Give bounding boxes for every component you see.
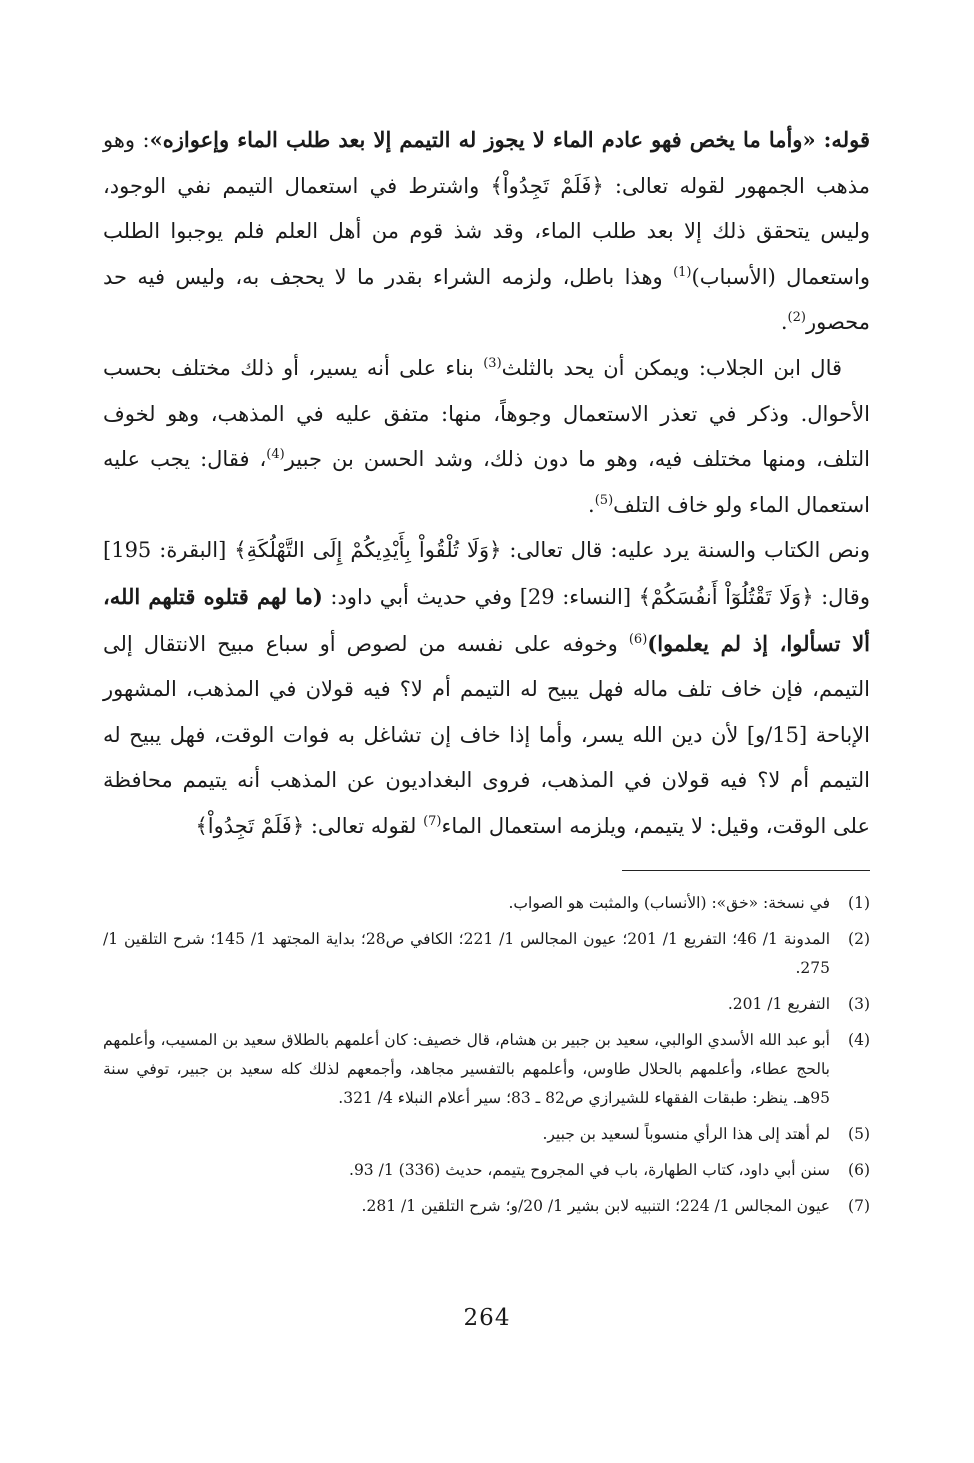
footnote-item [103, 925, 870, 983]
footnote-text: في نسخة: «خق»: (الأنساب) والمثبت هو الصواب. [508, 894, 830, 912]
paragraph-2 [103, 346, 870, 528]
paragraph-1 [103, 117, 870, 346]
footnote-text: عيون المجالس 1/ 224؛ التنبيه لابن بشير 1/ 20/و؛ شرح التلقين 1/ 281. [361, 1197, 830, 1215]
footnote-ref: (2) [787, 310, 806, 326]
footnote-number: (1) [848, 894, 870, 912]
quoted-text-heading: قوله: «وأما ما يخص فهو عادم الماء لا يجوز له التيمم إلا بعد طلب الماء وإعوازه» [149, 127, 870, 152]
footnote-ref: (3) [483, 355, 502, 371]
footnote-item [103, 1026, 870, 1113]
paragraph-text: لقوله تعالى: ﴿فَلَمْ تَجِدُواْ﴾ [195, 813, 424, 838]
paragraph-text: . [588, 492, 595, 517]
main-text [103, 117, 870, 850]
footnotes [103, 889, 870, 1228]
footnote-item [103, 1156, 870, 1185]
footnote-number: (3) [848, 995, 870, 1013]
footnote-item [103, 1192, 870, 1221]
footnote-text: سنن أبي داود، كتاب الطهارة، باب في المجروح يتيمم، حديث (336) 1/ 93. [349, 1161, 830, 1179]
footnote-text: التفريع 1/ 201. [727, 995, 830, 1013]
footnote-item [103, 889, 870, 918]
footnote-text: أبو عبد الله الأسدي الوالبي، سعيد بن جبير بن هشام، قال خصيف: كان أعلمهم بالطلاق سعيد بن المسيب، وأعلمهم بالحج عطاء، وأعلمهم بالحلال طاوس، وأعلمهم بالتفسير مجاهد، وأجمعهم لذلك كله سعيد بن جبير، توفي سنة 95هـ. ينظر: طبقات الفقهاء للشيرازي ص82 ـ 83؛ سير أعلام النبلاء 4/ 321. [103, 1031, 830, 1107]
paragraph-3 [103, 528, 870, 849]
footnote-item [103, 1120, 870, 1149]
footnote-number: (6) [848, 1161, 870, 1179]
paragraph-text: وخوفه على نفسه من لصوص أو سباع مبيح الانتقال إلى التيمم، فإن خاف تلف ماله فهل يبيح له التيمم أم لا؟ فيه قولان في المذهب، المشهور الإباحة [15/و] لأن دين الله يسر، وأما إذا خاف إن تشاغل به فوات الوقت، فهل يبيح له التيمم أم لا؟ فيه قولان في المذهب، فروى البغداديون عن المذهب أنه يتيمم محافظة على الوقت، وقيل: لا يتيمم، ويلزمه استعمال الماء [103, 631, 870, 838]
footnote-ref: (6) [628, 631, 648, 647]
paragraph-text: بناء على أنه يسير، أو ذلك مختلف بحسب الأحوال. وذكر في تعذر الاستعمال وجوهاً، منها: متفق عليه في المذهب، وهو لخوف التلف، ومنها مختلف فيه، وهو ما دون ذلك، وشد الحسن بن جبير [103, 355, 870, 472]
footnote-text: المدونة 1/ 46؛ التفريع 1/ 201؛ عيون المجالس 1/ 221؛ الكافي ص28؛ بداية المجتهد 1/ 145؛ شرح التلقين 1/ 275. [103, 930, 831, 977]
footnote-ref: (7) [423, 813, 442, 829]
paragraph-text: ونص الكتاب والسنة يرد عليه: قال تعالى: ﴿وَلَا تُلْقُواْ بِأَيْدِيكُمْ إِلَى التَّهْلُكَةِ﴾ [البقرة: 195] وقال: ﴿وَلَا تَقْتُلُوٓاْ أَنفُسَكُمْ﴾ [النساء: 29] وفي حديث أبي داود: [103, 538, 870, 609]
paragraph-text: ، فقال: يجب عليه استعمال الماء ولو خاف التلف [103, 447, 870, 517]
paragraph-text: قال ابن الجلاب: ويمكن أن يحد بالثلث [501, 355, 842, 380]
hadith-quote: (ما لهم قتلوه قتلهم الله، ألا تسألوا، إذ لم يعلموا) [103, 583, 871, 656]
footnote-item [103, 990, 870, 1019]
footnote-number: (4) [848, 1031, 870, 1049]
footnote-ref: (1) [673, 264, 692, 280]
footnote-number: (2) [848, 930, 870, 948]
footnote-number: (5) [848, 1125, 870, 1143]
paragraph-text: وهذا باطل، ولزمه الشراء بقدر ما لا يحجف به، وليس فيه حد محصور [103, 264, 870, 335]
footnote-divider [622, 870, 870, 871]
footnote-ref: (4) [266, 447, 285, 463]
paragraph-text: . [780, 310, 788, 335]
paragraph-text: : وهو مذهب الجمهور لقوله تعالى: ﴿فَلَمْ تَجِدُواْ﴾ واشترط في استعمال التيمم نفي الوجود، وليس يتحقق ذلك إلا بعد طلب الماء، وقد شذ قوم من أهل العلم فلم يوجبوا الطلب واستعمال (الأسباب) [103, 128, 870, 289]
footnote-text: لم أهتد إلى هذا الرأي منسوباً لسعيد بن جبير. [542, 1125, 830, 1143]
footnote-ref: (5) [594, 492, 614, 508]
page-number: 264 [463, 1305, 511, 1331]
footnote-number: (7) [848, 1197, 870, 1215]
